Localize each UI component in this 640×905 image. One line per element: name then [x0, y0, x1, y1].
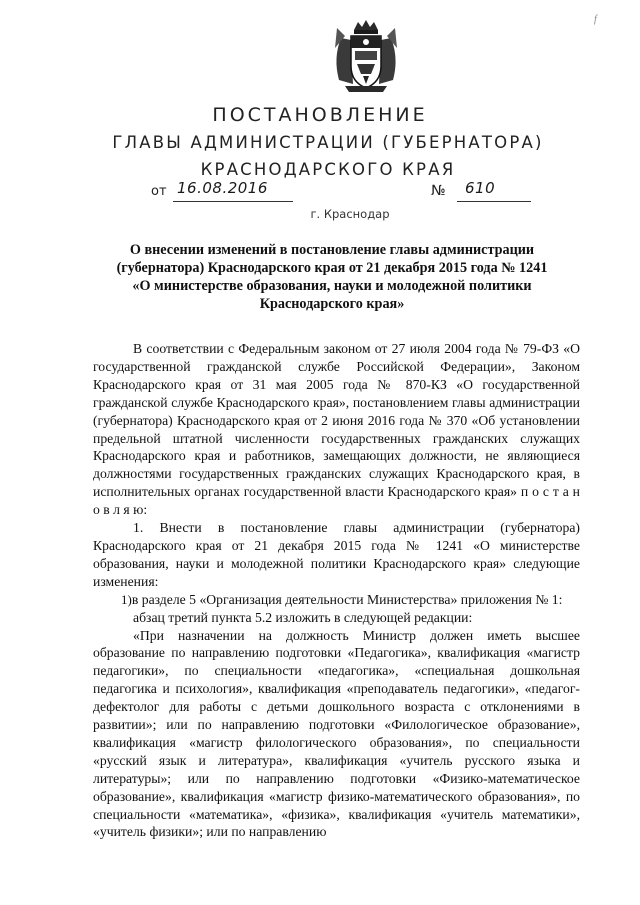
subitem-1-marker: 1) [121, 591, 132, 607]
date-label: от [151, 184, 167, 199]
city-label: г. Краснодар [310, 207, 390, 221]
number-value: 610 [465, 179, 496, 197]
subitem-1-detail: абзац третий пункта 5.2 изложить в следующей редакции: [133, 609, 473, 625]
quoted-paragraph: «При назначении на должность Министр должен иметь высшее образование по направлению подготовки «Педагогика», квалификация «магистр педагогики», по специальности «педагогика», «специальная дошкольная педагогика и психология», квалификация «преподаватель педагогики», «педагог-дефектолог для работы с детьми дошкольного возраста с отклонениями в развитии»; или по направлению подготовки «Филологическое образование», квалификация «магистр филологического образования», по специальности «русский язык и литература», квалификация «учитель русского языка и литературы»; или по направлению подготовки «Физико-математическое образование», квалификация «магистр физико-математического образования», по специальности «математика», «физика», квалификация «учитель математики», «учитель физики»; или по направлению [93, 627, 580, 840]
region-heading: КРАСНОДАРСКОГО КРАЯ [200, 160, 456, 179]
title-line: (губернатора) Краснодарского края от 21 декабря 2015 года № 1241 [116, 260, 548, 276]
subitem-1-text: в разделе 5 «Организация деятельности Министерства» приложения № 1: [131, 591, 563, 607]
krasnodar-coat-of-arms-icon [327, 18, 405, 96]
subitem-1-paragraph [93, 591, 580, 609]
issuer-heading: ГЛАВЫ АДМИНИСТРАЦИИ (ГУБЕРНАТОРА) [112, 133, 544, 152]
preamble-paragraph: В соответствии с Федеральным законом от 27 июля 2004 года № 79-ФЗ «О государственной гражданской службе Российской Федерации», Законом Краснодарского края от 31 мая 2005 года № 870-КЗ «О государственной гражданской службе Краснодарского края», постановлением главы администрации (губернатора) Краснодарского края от 2 июня 2016 года № 370 «Об установлении предельной штатной численности государственных гражданских служащих Краснодарского края и работников, замещающих должности, не являющиеся должностями государственных гражданских служащих Краснодарского края, в исполнительных органах государственной власти Краснодарского края» п о с т а н о в л я ю: [93, 341, 580, 518]
number-label: № [431, 183, 446, 199]
document-title [92, 241, 572, 313]
document-body [93, 340, 580, 841]
date-number-row [151, 179, 551, 206]
title-line: Краснодарского края» [259, 296, 405, 312]
title-line: О внесении изменений в постановление главы администрации [129, 242, 535, 258]
item-1-paragraph: 1. Внести в постановление главы администрации (губернатора) Краснодарского края от 21 декабря 2015 года № 1241 «О министерстве образования, науки и молодежной политики Краснодарского края» следующие изменения: [93, 520, 580, 589]
corner-mark: f [594, 14, 597, 25]
document-type-heading: ПОСТАНОВЛЕНИЕ [212, 104, 428, 126]
title-line: «О министерстве образования, науки и молодежной политики [132, 278, 532, 294]
date-value: 16.08.2016 [177, 179, 268, 197]
